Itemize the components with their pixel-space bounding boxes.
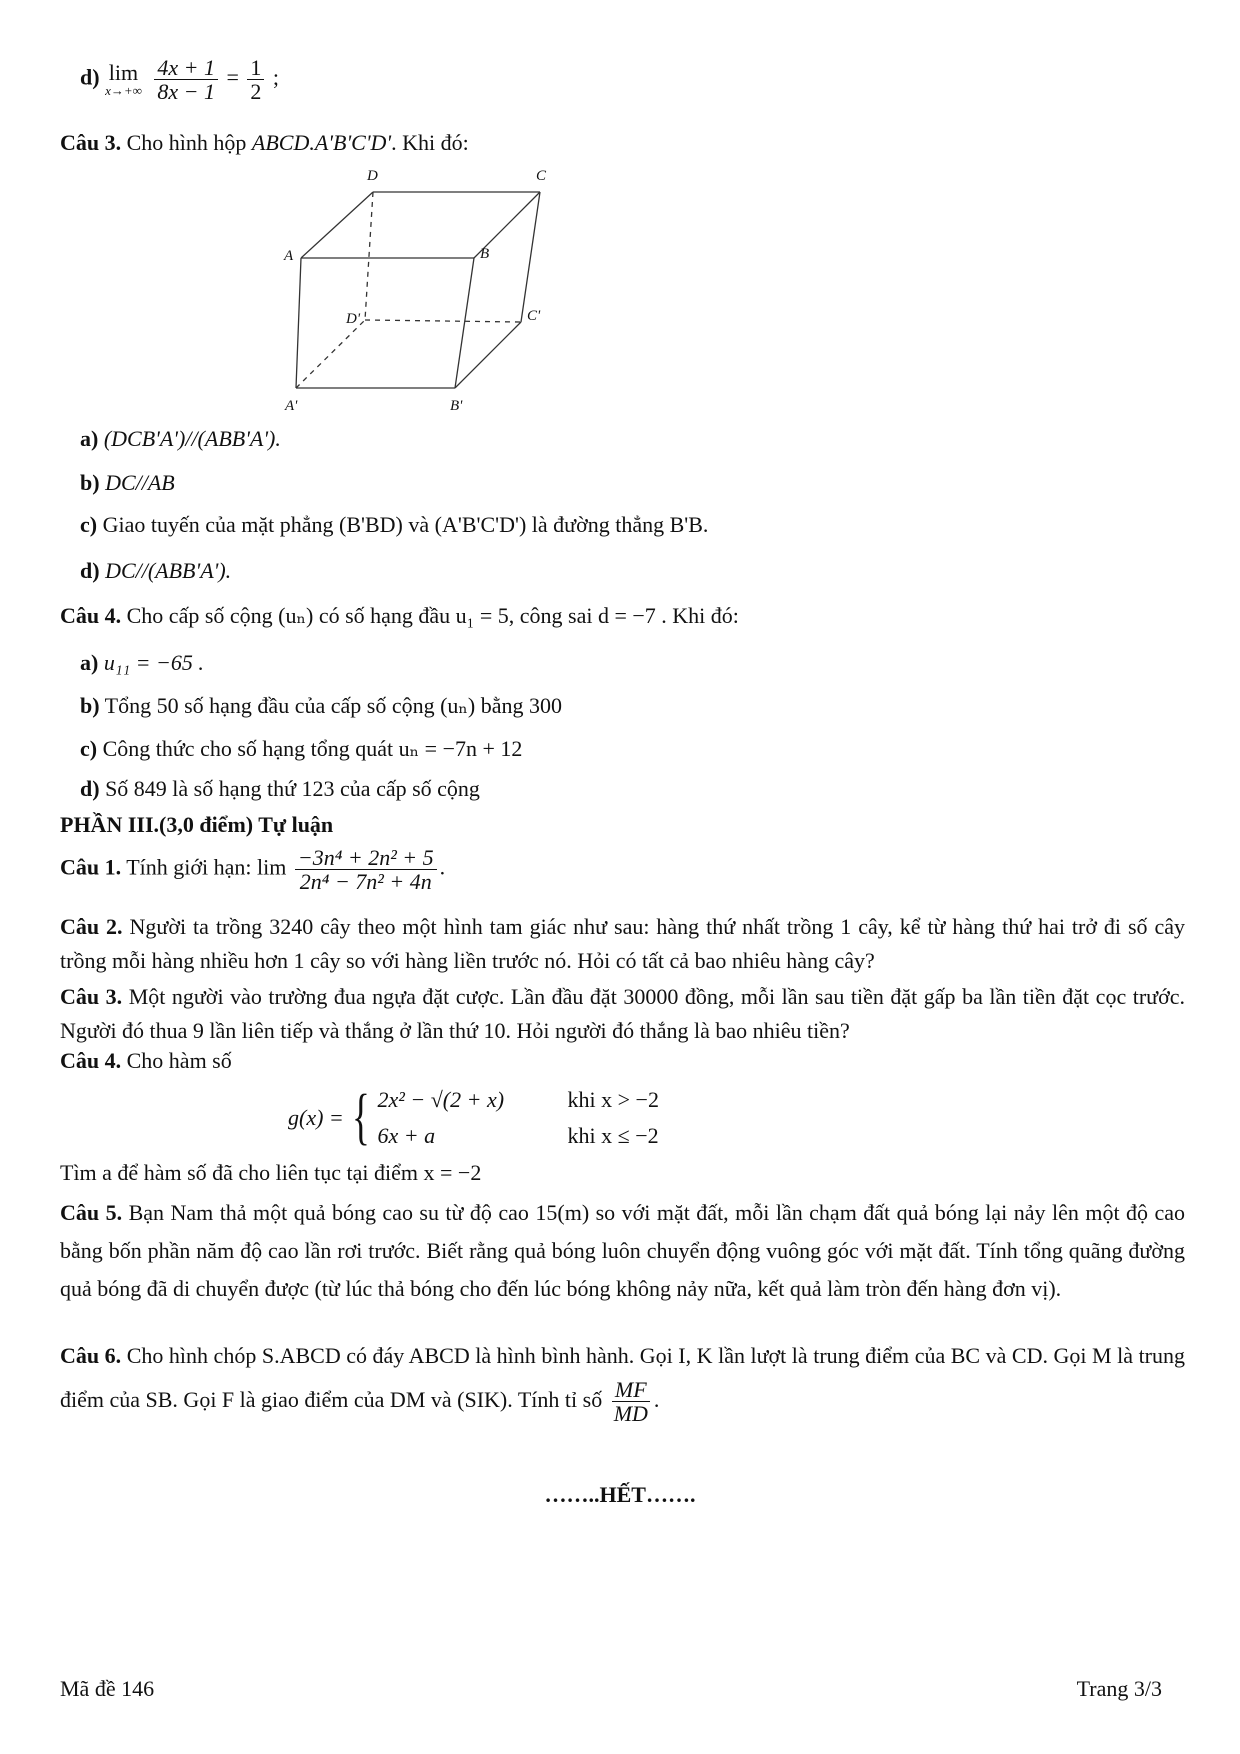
edge-A1D1 bbox=[296, 320, 365, 388]
edge-B1C1 bbox=[455, 322, 521, 388]
edge-AD bbox=[301, 192, 373, 258]
footer-exam-code: Mã đề 146 bbox=[60, 1676, 155, 1701]
vertex-C1: C' bbox=[527, 308, 541, 324]
edge-AA1 bbox=[296, 258, 301, 388]
fraction: $\frac{4x + 1}{8x - 1}$ bbox=[154, 56, 218, 103]
vertex-B: B bbox=[480, 246, 490, 262]
essay-1: Câu 1. Tính giới hạn: lim $\frac{\text{−3n⁴ + 2n² + 5}}{\text{2n⁴ − 7n² + 4n}}$ . bbox=[60, 845, 446, 895]
item-label: d) bbox=[80, 64, 100, 90]
essay-6: Câu 6. Cho hình chóp S.ABCD có đáy ABCD là hình bình hành. Gọi I, K lần lượt là trung điểm của BC và CD. Gọi M là trung điểm của SB. Gọi F là giao điểm của DM và (SIK). Tính tỉ số $\frac{MF}{MD}$ . bbox=[60, 1343, 1186, 1427]
footer-page-number: Trang 3/3 bbox=[1076, 1676, 1162, 1701]
left-brace: { bbox=[351, 1083, 370, 1152]
parallelepiped-figure bbox=[284, 160, 580, 420]
vertex-D: D bbox=[367, 168, 378, 184]
question-4: Câu 4. Cho cấp số cộng (uₙ) có số hạng đầu u₁ = 5, công sai d = −7 . Khi đó: bbox=[60, 603, 739, 628]
vertex-A1: A' bbox=[285, 398, 298, 414]
q4-item-d: d) Số 849 là số hạng thứ 123 của cấp số cộng bbox=[80, 776, 480, 801]
q3-item-d: d) DC//(ABB'A'). bbox=[80, 558, 232, 583]
limit-operator: lim x→+∞ bbox=[105, 60, 142, 99]
limit-fraction: $\frac{\text{−3n⁴ + 2n² + 5}}{\text{2n⁴ − 7n² + 4n}}$ bbox=[295, 846, 437, 893]
essay-4: Câu 4. Cho hàm số bbox=[60, 1048, 232, 1073]
q4-item-a: a) u₁₁ = −65 . bbox=[80, 650, 204, 675]
part-3-heading: PHẦN III.(3,0 điểm) Tự luận bbox=[60, 812, 334, 837]
vertex-D1: D' bbox=[346, 311, 361, 327]
edge-D1C1 bbox=[365, 320, 521, 322]
essay-4-task: Tìm a để hàm số đã cho liên tục tại điểm x = −2 bbox=[60, 1160, 482, 1185]
essay-3: Câu 3. Một người vào trường đua ngựa đặt cược. Lần đầu đặt 30000 đồng, mỗi lần sau tiền đặt gấp ba lần tiền đặt cọc trước. Người đó thua 9 lần liên tiếp và thắng ở lần thứ 10. Hỏi người đó thắng là bao nhiêu tiền? bbox=[60, 984, 1186, 1043]
piecewise-function: g(x) = { 2x² − √(2 + x) khi x > −2 6x + a khi x ≤ −2 bbox=[288, 1083, 659, 1152]
q3-item-a: a) (DCB'A')//(ABB'A'). bbox=[80, 426, 281, 451]
edge-DD1 bbox=[365, 192, 373, 320]
edge-BB1 bbox=[455, 258, 474, 388]
question-3: Câu 3. Cho hình hộp ABCD.A'B'C'D'. Khi đó: bbox=[60, 130, 469, 155]
edge-CC1 bbox=[521, 192, 540, 322]
ratio-fraction: $\frac{MF}{MD}$ bbox=[613, 1377, 648, 1427]
essay-5: Câu 5. Bạn Nam thả một quả bóng cao su từ độ cao 15(m) so với mặt đất, mỗi lần chạm đất quả bóng lại nảy lên một độ cao bằng bốn phần năm độ cao lần rơi trước. Biết rằng quả bóng luôn chuyển động vuông góc với mặt đất. Tính tổng quãng đường quả bóng đã di chuyển được (từ lúc thả bóng cho đến lúc bóng không nảy nữa, kết quả làm tròn đến hàng đơn vị). bbox=[60, 1200, 1186, 1301]
vertex-A: A bbox=[284, 248, 294, 264]
end-mark: ……..HẾT……. bbox=[544, 1482, 696, 1507]
prev-item-d: d) lim x→+∞ $\frac{4x + 1}{8x - 1}$ = $\frac{1}{2}$ ; bbox=[80, 55, 280, 105]
q3-item-b: b) DC//AB bbox=[80, 470, 175, 495]
vertex-B1: B' bbox=[450, 398, 463, 414]
q3-item-c: c) Giao tuyến của mặt phẳng (B'BD) và (A'B'C'D') là đường thẳng B'B. bbox=[80, 512, 709, 537]
q4-item-c: c) Công thức cho số hạng tổng quát uₙ = −7n + 12 bbox=[80, 736, 523, 761]
fraction-half: $\frac{1}{2}$ bbox=[247, 56, 264, 103]
essay-2: Câu 2. Người ta trồng 3240 cây theo một hình tam giác như sau: hàng thứ nhất trồng 1 cây, kể từ hàng thứ hai trở đi số cây trồng mỗi hàng nhiều hơn 1 cây so với hàng liền trước nó. Hỏi có tất cả bao nhiêu hàng cây? bbox=[60, 914, 1185, 973]
q4-item-b: b) Tổng 50 số hạng đầu của cấp số cộng (uₙ) bằng 300 bbox=[80, 693, 563, 718]
vertex-C: C bbox=[536, 168, 547, 184]
